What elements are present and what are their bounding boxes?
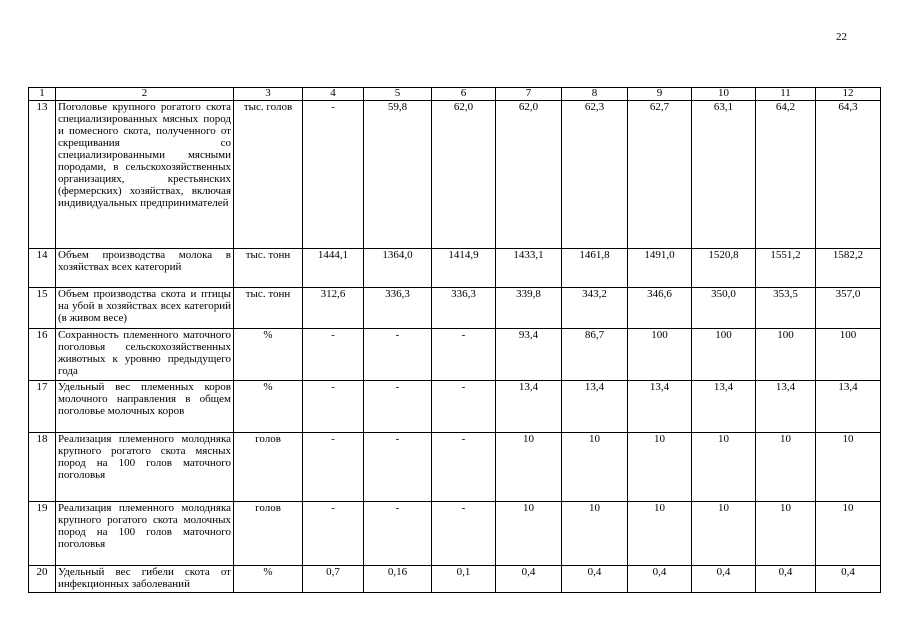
header-cell: 12: [816, 88, 881, 101]
value-cell: 1551,2: [756, 249, 816, 288]
unit-cell: тыс. голов: [234, 101, 303, 249]
value-cell: 1491,0: [628, 249, 692, 288]
value-cell: -: [303, 381, 364, 433]
table-row: [29, 288, 881, 329]
value-cell: 64,3: [816, 101, 881, 249]
value-cell: 10: [816, 502, 881, 566]
value-cell: 13,4: [496, 381, 562, 433]
value-cell: 13,4: [756, 381, 816, 433]
table-row: [29, 381, 881, 433]
page-number: 22: [836, 31, 847, 43]
value-cell: 13,4: [816, 381, 881, 433]
value-cell: 346,6: [628, 288, 692, 329]
indicator-name: Удельный вес гибели скота от инфекционных заболеваний: [56, 566, 234, 593]
unit-cell: %: [234, 381, 303, 433]
table-body: [29, 101, 881, 593]
table-row: [29, 433, 881, 502]
row-number: 16: [29, 329, 56, 381]
value-cell: 13,4: [692, 381, 756, 433]
unit-cell: %: [234, 566, 303, 593]
unit-cell: голов: [234, 433, 303, 502]
value-cell: 1364,0: [364, 249, 432, 288]
header-cell: 11: [756, 88, 816, 101]
indicators-table: [28, 87, 881, 593]
value-cell: 339,8: [496, 288, 562, 329]
unit-cell: тыс. тонн: [234, 288, 303, 329]
header-cell: 2: [56, 88, 234, 101]
header-cell: 9: [628, 88, 692, 101]
unit-cell: тыс. тонн: [234, 249, 303, 288]
value-cell: -: [432, 433, 496, 502]
indicator-name: Объем производства молока в хозяйствах всех категорий: [56, 249, 234, 288]
value-cell: 0,4: [562, 566, 628, 593]
table-header: [29, 88, 881, 101]
indicator-name: Объем производства скота и птицы на убой в хозяйствах всех категорий (в живом весе): [56, 288, 234, 329]
value-cell: 10: [628, 433, 692, 502]
value-cell: 13,4: [562, 381, 628, 433]
value-cell: -: [303, 101, 364, 249]
value-cell: 10: [692, 502, 756, 566]
value-cell: 0,4: [692, 566, 756, 593]
header-cell: 6: [432, 88, 496, 101]
unit-cell: %: [234, 329, 303, 381]
indicator-name: Удельный вес племенных коров молочного направления в общем поголовье молочных коров: [56, 381, 234, 433]
value-cell: -: [303, 433, 364, 502]
value-cell: 1461,8: [562, 249, 628, 288]
value-cell: 10: [756, 502, 816, 566]
value-cell: -: [364, 502, 432, 566]
indicator-name: Поголовье крупного рогатого скота специализированных мясных пород и помесного скота, полученного от скрещивания со специализированными мясными породами, в сельскохозяйственных организациях, крестьянских (фермерских) хозяйствах, включая индивидуальных предпринимателей: [56, 101, 234, 249]
value-cell: 62,0: [432, 101, 496, 249]
row-number: 14: [29, 249, 56, 288]
value-cell: 353,5: [756, 288, 816, 329]
value-cell: -: [364, 433, 432, 502]
table-row: [29, 502, 881, 566]
header-cell: 10: [692, 88, 756, 101]
value-cell: -: [432, 502, 496, 566]
value-cell: 357,0: [816, 288, 881, 329]
indicator-name: Реализация племенного молодняка крупного рогатого скота молочных пород на 100 голов маточного поголовья: [56, 502, 234, 566]
value-cell: 10: [496, 433, 562, 502]
row-number: 18: [29, 433, 56, 502]
value-cell: 0,1: [432, 566, 496, 593]
value-cell: 62,0: [496, 101, 562, 249]
header-cell: 3: [234, 88, 303, 101]
value-cell: 10: [816, 433, 881, 502]
value-cell: 336,3: [364, 288, 432, 329]
value-cell: 13,4: [628, 381, 692, 433]
value-cell: 10: [496, 502, 562, 566]
value-cell: 59,8: [364, 101, 432, 249]
header-row: [29, 88, 881, 101]
value-cell: 100: [756, 329, 816, 381]
value-cell: 10: [562, 433, 628, 502]
table-row: [29, 101, 881, 249]
value-cell: -: [364, 329, 432, 381]
table-row: [29, 249, 881, 288]
row-number: 13: [29, 101, 56, 249]
value-cell: 0,4: [496, 566, 562, 593]
value-cell: 86,7: [562, 329, 628, 381]
value-cell: 312,6: [303, 288, 364, 329]
row-number: 15: [29, 288, 56, 329]
header-cell: 5: [364, 88, 432, 101]
header-cell: 8: [562, 88, 628, 101]
value-cell: 336,3: [432, 288, 496, 329]
row-number: 20: [29, 566, 56, 593]
unit-cell: голов: [234, 502, 303, 566]
value-cell: -: [432, 329, 496, 381]
value-cell: 62,7: [628, 101, 692, 249]
value-cell: 0,7: [303, 566, 364, 593]
value-cell: -: [364, 381, 432, 433]
value-cell: 0,4: [816, 566, 881, 593]
value-cell: -: [303, 502, 364, 566]
value-cell: 100: [628, 329, 692, 381]
row-number: 19: [29, 502, 56, 566]
value-cell: 0,4: [756, 566, 816, 593]
value-cell: 10: [628, 502, 692, 566]
table-row: [29, 329, 881, 381]
value-cell: 343,2: [562, 288, 628, 329]
value-cell: 64,2: [756, 101, 816, 249]
header-cell: 1: [29, 88, 56, 101]
value-cell: 10: [562, 502, 628, 566]
row-number: 17: [29, 381, 56, 433]
value-cell: 100: [692, 329, 756, 381]
value-cell: 63,1: [692, 101, 756, 249]
value-cell: 1433,1: [496, 249, 562, 288]
value-cell: 1582,2: [816, 249, 881, 288]
value-cell: 93,4: [496, 329, 562, 381]
value-cell: 10: [692, 433, 756, 502]
value-cell: 100: [816, 329, 881, 381]
value-cell: 62,3: [562, 101, 628, 249]
value-cell: 0,4: [628, 566, 692, 593]
value-cell: 1444,1: [303, 249, 364, 288]
indicator-name: Реализация племенного молодняка крупного рогатого скота мясных пород на 100 голов маточного поголовья: [56, 433, 234, 502]
indicator-name: Сохранность племенного маточного поголовья сельскохозяйственных животных к уровню предыдущего года: [56, 329, 234, 381]
table-row: [29, 566, 881, 593]
value-cell: 350,0: [692, 288, 756, 329]
header-cell: 7: [496, 88, 562, 101]
header-cell: 4: [303, 88, 364, 101]
value-cell: 1520,8: [692, 249, 756, 288]
value-cell: 10: [756, 433, 816, 502]
value-cell: 1414,9: [432, 249, 496, 288]
value-cell: 0,16: [364, 566, 432, 593]
value-cell: -: [303, 329, 364, 381]
value-cell: -: [432, 381, 496, 433]
